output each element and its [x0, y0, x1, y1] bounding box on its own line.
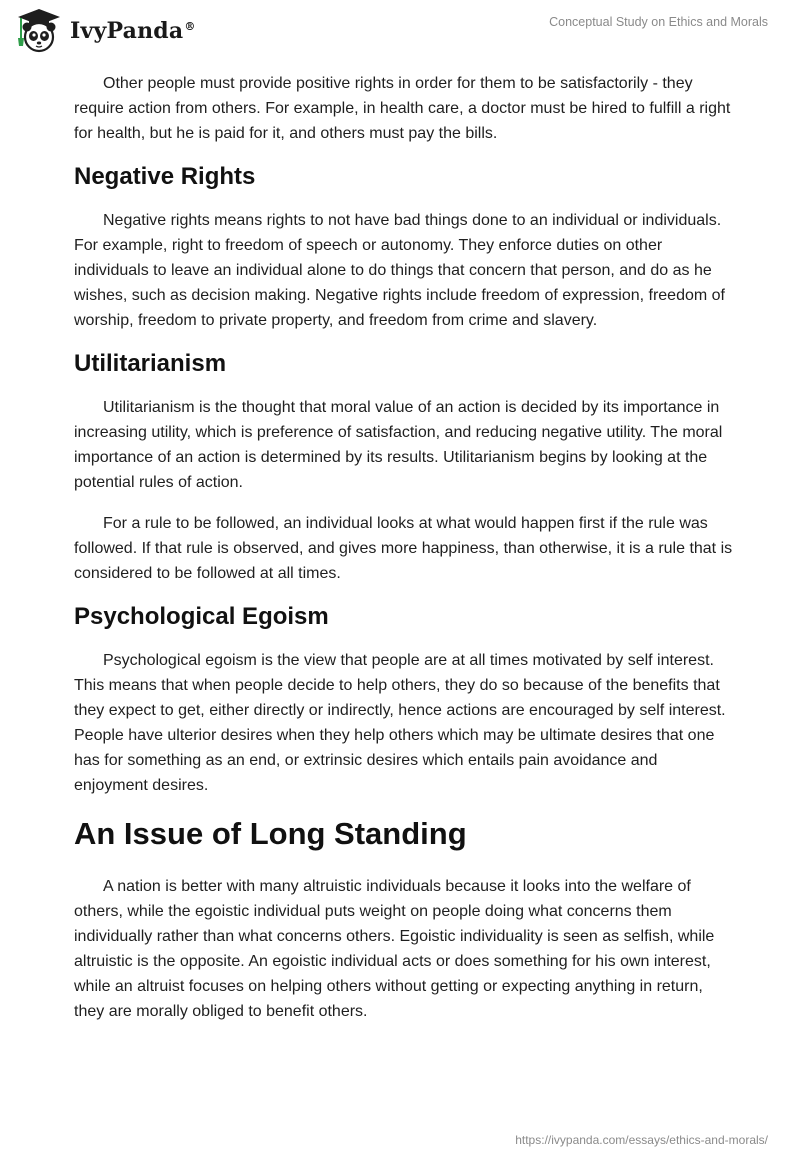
heading-issue-of-long-standing: An Issue of Long Standing: [74, 816, 467, 851]
document-title: Conceptual Study on Ethics and Morals: [549, 15, 768, 29]
paragraph-utilitarianism-2: For a rule to be followed, an individual looks at what would happen first if the rule was followed. If that rule is observed, and gives more happiness, than otherwise, it is a rule that is considered to be followed at all times.: [74, 515, 733, 582]
paragraph-negative-rights: Negative rights means rights to not have bad things done to an individual or individuals. For example, right to freedom of speech or autonomy. They enforce duties on other individuals to leave an individual alone to do things that concern that person, and do as he wishes, such as decision making. Negative rights include freedom of expression, freedom of worship, freedom to private property, and freedom from crime and slavery.: [74, 212, 725, 329]
paragraph-psychological-egoism: Psychological egoism is the view that people are at all times motivated by self interest. This means that when people decide to help others, they do so because of the benefits that they expect to get, either directly or indirectly, hence actions are encouraged by self interest. People have ulterior desires when they help others which may be ultimate desires that one has for something as an end, or extrinsic desires which entails pain avoidance and enjoyment desires.: [74, 652, 726, 794]
page-header: [0, 0, 800, 70]
ivypanda-logo[interactable]: [14, 8, 196, 54]
heading-psychological-egoism: Psychological Egoism: [74, 603, 329, 630]
source-url[interactable]: https://ivypanda.com/essays/ethics-and-morals/: [515, 1133, 768, 1147]
panda-graduate-icon: [14, 8, 64, 54]
paragraph-utilitarianism-1: Utilitarianism is the thought that moral value of an action is decided by its importance in increasing utility, which is preference of satisfaction, and reducing negative utility. The moral importance of an action is determined by its results. Utilitarianism begins by looking at the potential rules of action.: [74, 399, 723, 491]
heading-utilitarianism: Utilitarianism: [74, 350, 227, 377]
brand-text: IvyPanda: [70, 18, 184, 44]
heading-negative-rights: Negative Rights: [74, 163, 256, 190]
brand-name: [70, 18, 196, 44]
registered-mark: ®: [184, 19, 196, 33]
paragraph-positive-rights: Other people must provide positive rights in order for them to be satisfactorily - they require action from others. For example, in health care, a doctor must be hired to fulfill a right for health, but he is paid for it, and others must pay the bills.: [74, 75, 731, 142]
essay-content: [74, 71, 734, 1040]
paragraph-issue-of-long-standing: A nation is better with many altruistic individuals because it looks into the welfare of others, while the egoistic individual puts weight on people doing what concerns them individually rather than what concerns others. Egoistic individuality is seen as selfish, while altruistic is the opposite. An egoistic individual acts or does something for his own interest, while an altruist focuses on helping others without getting or expecting anything in return, they are morally obliged to benefit others.: [74, 878, 715, 1020]
